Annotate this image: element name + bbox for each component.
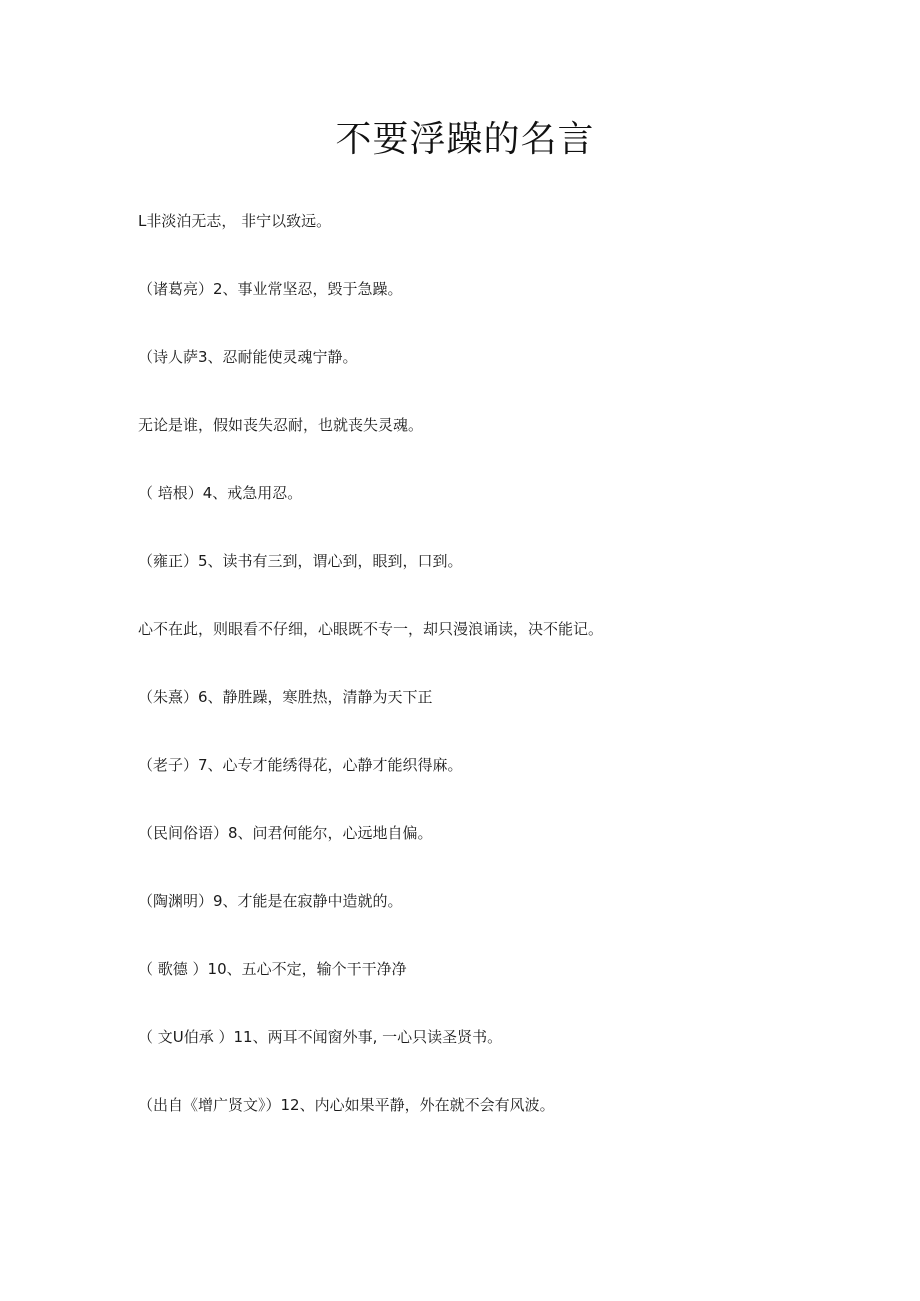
quote-line-10: （民间俗语）8、问君何能尔，心远地自偏。 [138, 824, 433, 842]
quote-line-8: （朱熹）6、静胜躁，寒胜热，清静为天下正 [138, 688, 433, 706]
page-title: 不要浮躁的名言 [335, 119, 595, 160]
quote-line-13: （ 文U伯承 ）11、两耳不闻窗外事, 一心只读圣贤书。 [138, 1028, 503, 1046]
quote-line-6: （雍正）5、读书有三到，谓心到，眼到，口到。 [138, 552, 463, 570]
quote-line-7: 心不在此，则眼看不仔细，心眼既不专一，却只漫浪诵读，决不能记。 [138, 620, 604, 638]
quote-line-2: （诸葛亮）2、事业常坚忍，毁于急躁。 [138, 280, 403, 298]
quote-line-1: L非淡泊无志， 非宁以致远。 [138, 212, 332, 230]
quote-line-3: （诗人萨3、忍耐能使灵魂宁静。 [138, 348, 358, 366]
quote-line-14: （出自《增广贤文》）12、内心如果平静，外在就不会有风波。 [138, 1096, 555, 1114]
quote-line-5: （ 培根）4、戒急用忍。 [138, 484, 303, 502]
quote-line-12: （ 歌德 ）10、五心不定，输个干干净净 [138, 960, 407, 978]
quote-line-4: 无论是谁，假如丧失忍耐，也就丧失灵魂。 [138, 416, 424, 434]
quote-line-11: （陶渊明）9、才能是在寂静中造就的。 [138, 892, 403, 910]
quote-list [138, 206, 858, 1158]
quote-line-9: （老子）7、心专才能绣得花，心静才能织得麻。 [138, 756, 463, 774]
